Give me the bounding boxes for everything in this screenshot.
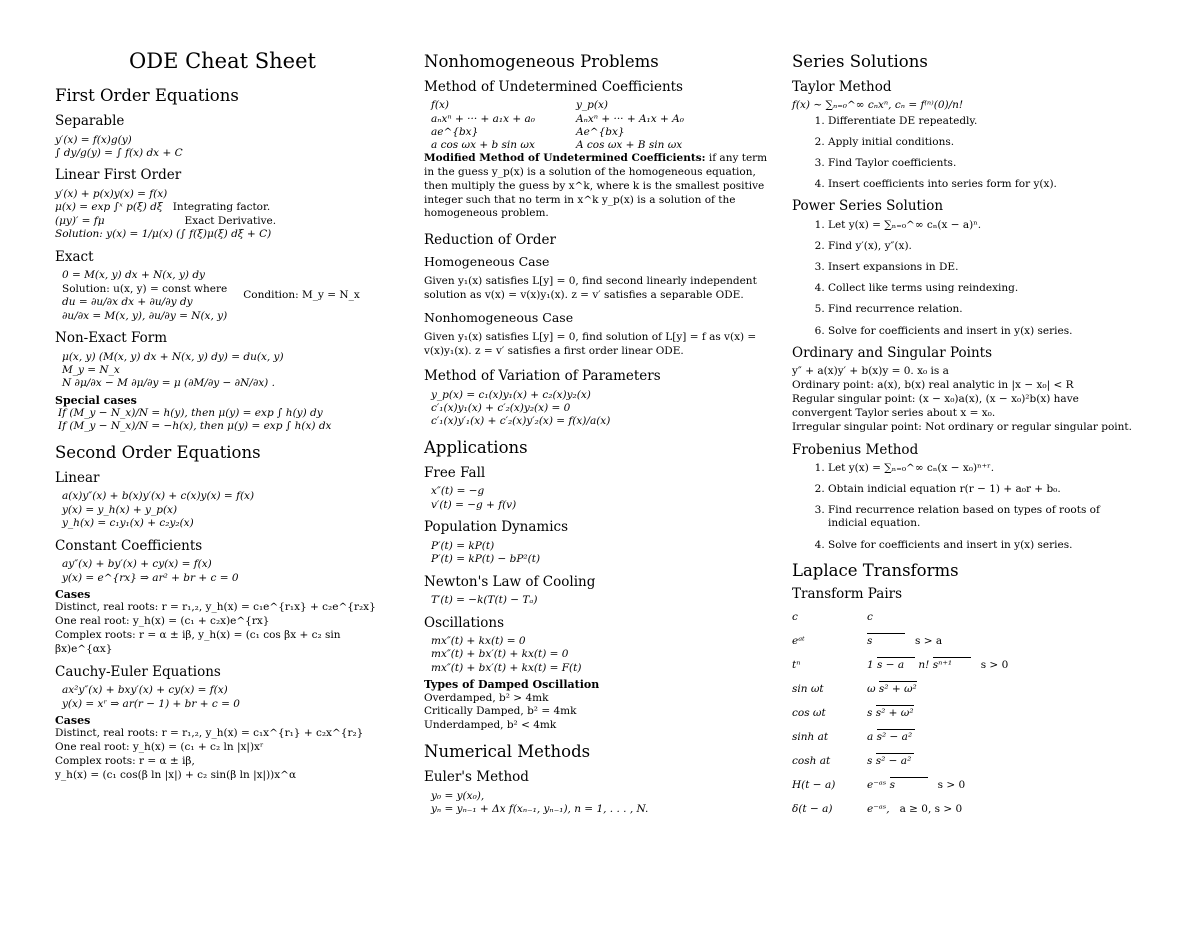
- equation: v′(t) = −g + f(v): [431, 498, 517, 511]
- equation: a(x)y″(x) + b(x)y′(x) + c(x)y(x) = f(x): [62, 490, 255, 503]
- list-item: 4. Insert coefficients into series form for y(x).: [828, 178, 1137, 191]
- equation: x″(t) = −g: [431, 485, 485, 498]
- modified-method-label: Modified Method of Undetermined Coefficients:: [424, 151, 706, 164]
- transform-den: s: [867, 633, 905, 648]
- table-cell: Aₙxⁿ + ··· + A₁x + A₀: [576, 112, 684, 125]
- case-line: Complex roots: r = α ± iβ,: [55, 754, 195, 767]
- table-row: [424, 99, 779, 112]
- equation: T′(t) = −k(T(t) − Tₐ): [431, 594, 538, 607]
- ordinary-line: Ordinary point: a(x), b(x) real analytic in |x − x₀| < R: [792, 379, 1074, 392]
- power-series-steps: [792, 219, 1137, 338]
- list-item: 1. Differentiate DE repeatedly.: [828, 115, 1137, 128]
- table-cell: y_p(x): [576, 99, 609, 112]
- heading-applications: Applications: [424, 437, 528, 457]
- heading-transform-pairs: Transform Pairs: [792, 585, 903, 602]
- equation: M_y = N_x: [62, 363, 120, 376]
- table-row: [424, 113, 779, 126]
- ordinary-line: Irregular singular point: Not ordinary or regular singular point.: [792, 420, 1132, 433]
- heading-separable: Separable: [55, 113, 125, 130]
- equation: y_h(x) = c₁y₁(x) + c₂y₂(x): [62, 517, 194, 530]
- table-cell: f(x): [431, 99, 450, 112]
- equation: y′(x) + p(x)y(x) = f(x): [55, 187, 168, 200]
- heading-second-order: Second Order Equations: [55, 442, 261, 462]
- equation: mx″(t) + kx(t) = 0: [431, 635, 526, 648]
- equation-row: [55, 215, 390, 228]
- transform-den: s² − a²: [877, 729, 915, 744]
- ordinary-line: y″ + a(x)y′ + b(x)y = 0. x₀ is a: [792, 365, 949, 378]
- equation: ay″(x) + by′(x) + cy(x) = f(x): [62, 558, 212, 571]
- page-title: ODE Cheat Sheet: [129, 49, 316, 73]
- transform-f: tⁿ: [792, 659, 801, 672]
- transform-f: sin ωt: [792, 683, 824, 696]
- list-item: 5. Find recurrence relation.: [828, 303, 1137, 316]
- list-item: 3. Find recurrence relation based on types of roots of indicial equation.: [828, 504, 1137, 530]
- table-cell: ae^{bx}: [431, 125, 479, 138]
- damped-type: Underdamped, b² < 4mk: [424, 719, 557, 732]
- equation: y(x) = y_h(x) + y_p(x): [62, 503, 178, 516]
- column-1: [55, 50, 390, 783]
- list-item: 2. Apply initial conditions.: [828, 136, 1137, 149]
- heading-undetermined-coefficients: Method of Undetermined Coefficients: [424, 78, 683, 95]
- case-line: Distinct, real roots: r = r₁,₂, y_h(x) = c₁x^{r₁} + c₂x^{r₂}: [55, 727, 364, 740]
- table-cell: aₙxⁿ + ··· + a₁x + a₀: [431, 112, 535, 125]
- transform-num: c: [867, 611, 873, 624]
- list-item: 6. Solve for coefficients and insert in y(x) series.: [828, 325, 1137, 338]
- heading-reduction-of-order: Reduction of Order: [424, 232, 556, 249]
- transform-f: eᵃᵗ: [792, 635, 805, 648]
- heading-damped-types: Types of Damped Oscillation: [424, 678, 600, 692]
- equation: ax²y″(x) + bxy′(x) + cy(x) = f(x): [62, 684, 228, 697]
- heading-eulers-method: Euler's Method: [424, 769, 529, 786]
- heading-cases: Cases: [55, 714, 91, 728]
- transform-F: [867, 702, 1137, 724]
- taylor-steps: [792, 115, 1137, 192]
- equation: y(x) = e^{rx} ⇒ ar² + br + c = 0: [62, 571, 239, 584]
- heading-cauchy-euler: Cauchy-Euler Equations: [55, 663, 221, 680]
- heading-first-order: First Order Equations: [55, 86, 239, 106]
- modified-method-paragraph: [424, 152, 779, 221]
- equation: μ(x, y) (M(x, y) dx + N(x, y) dy) = du(x, y): [62, 350, 284, 363]
- ordinary-line: Regular singular point: (x − x₀)a(x), (x − x₀)²b(x) have convergent Taylor series about x = x₀.: [792, 392, 1079, 419]
- heading-nonhomogeneous-case: Nonhomogeneous Case: [424, 309, 574, 325]
- equation: c′₁(x)y₁(x) + c′₂(x)y₂(x) = 0: [431, 401, 571, 414]
- transform-den: sⁿ⁺¹: [933, 657, 971, 672]
- transform-num: ω: [867, 683, 876, 696]
- homogeneous-case-text: Given y₁(x) satisfies L[y] = 0, find second linearly independent solution as v(x) = v(x)y₁(x). z = v′ satisfies a separable ODE.: [424, 275, 757, 302]
- transform-cond: s > 0: [937, 779, 966, 792]
- heading-variation-of-parameters: Method of Variation of Parameters: [424, 367, 661, 384]
- equation: N ∂μ/∂x − M ∂μ/∂y = μ (∂M/∂y − ∂N/∂x) .: [62, 377, 275, 390]
- heading-linear: Linear: [55, 469, 100, 486]
- table-cell: A cos ωx + B sin ωx: [576, 138, 683, 151]
- transform-f: δ(t − a): [792, 803, 833, 816]
- transform-cond: a ≥ 0, s > 0: [899, 803, 963, 816]
- equation: ∫ dy/g(y) = ∫ f(x) dx + C: [55, 147, 183, 160]
- transform-F: [867, 798, 1137, 820]
- transform-den: s − a: [877, 657, 915, 672]
- list-item: 1. Let y(x) = ∑ₙ₌₀^∞ cₙ(x − a)ⁿ.: [828, 219, 1137, 232]
- heading-linear-first-order: Linear First Order: [55, 167, 182, 184]
- equation: f(x) ∼ ∑ₙ₌₀^∞ cₙxⁿ, cₙ = f⁽ⁿ⁾(0)/n!: [792, 99, 964, 112]
- transform-f: cos ωt: [792, 707, 826, 720]
- case-line: Complex roots: r = α ± iβ, y_h(x) = (c₁ cos βx + c₂ sin βx)e^{αx}: [55, 628, 341, 655]
- transform-F: [867, 726, 1137, 748]
- list-item: 1. Let y(x) = ∑ₙ₌₀^∞ cₙ(x − x₀)ⁿ⁺ʳ.: [828, 462, 1137, 475]
- transform-num: s: [867, 755, 873, 768]
- heading-nonhomogeneous: Nonhomogeneous Problems: [424, 52, 659, 71]
- heading-taylor-method: Taylor Method: [792, 78, 892, 95]
- modified-method-text: if any term in the guess y_p(x) is a solution of the homogeneous equation, then multiply the guess by x^k, where k is the smallest positive integer such that no term in x^k y_p(x) is a solution of the homogeneous problem.: [424, 151, 768, 220]
- transform-f: c: [792, 611, 798, 624]
- column-3: [792, 50, 1137, 820]
- undetermined-table: [424, 99, 779, 152]
- equation: c′₁(x)y′₁(x) + c′₂(x)y′₂(x) = f(x)/a(x): [431, 415, 611, 428]
- heading-power-series: Power Series Solution: [792, 198, 944, 215]
- equation: y(x) = xʳ ⇒ ar(r − 1) + br + c = 0: [62, 697, 240, 710]
- frobenius-steps: [792, 462, 1137, 552]
- equation: μ(x) = exp ∫ˣ p(ξ) dξ: [55, 201, 163, 214]
- equation: y_p(x) = c₁(x)y₁(x) + c₂(x)y₂(x): [431, 388, 591, 401]
- transform-num: e⁻ᵃˢ: [867, 779, 887, 792]
- list-item: 4. Collect like terms using reindexing.: [828, 282, 1137, 295]
- table-row: [424, 139, 779, 152]
- equation: Solution: u(x, y) = const where: [62, 282, 228, 295]
- list-item: 4. Solve for coefficients and insert in y(x) series.: [828, 539, 1137, 552]
- transform-f: sinh at: [792, 731, 829, 744]
- case-line: y_h(x) = (c₁ cos(β ln |x|) + c₂ sin(β ln |x|))x^α: [55, 768, 297, 781]
- transform-cond: s > a: [915, 635, 943, 648]
- list-item: 2. Find y′(x), y″(x).: [828, 240, 1137, 253]
- exact-block: [55, 269, 390, 323]
- transform-den: s² + ω²: [875, 707, 914, 720]
- heading-numerical-methods: Numerical Methods: [424, 742, 591, 762]
- equation: Solution: y(x) = 1/μ(x) (∫ f(ξ)μ(ξ) dξ + C): [55, 228, 272, 241]
- equation: mx″(t) + bx′(t) + kx(t) = 0: [431, 648, 569, 661]
- list-item: 3. Find Taylor coefficients.: [828, 157, 1137, 170]
- heading-non-exact: Non-Exact Form: [55, 329, 168, 346]
- equation: P′(t) = kP(t) − bP²(t): [431, 553, 541, 566]
- equation: P′(t) = kP(t): [431, 539, 495, 552]
- equation-note: Exact Derivative.: [184, 214, 277, 227]
- heading-free-fall: Free Fall: [424, 464, 486, 481]
- transform-pairs-table: [792, 606, 1137, 820]
- heading-newtons-cooling: Newton's Law of Cooling: [424, 573, 596, 590]
- heading-special-cases: Special cases: [55, 393, 137, 407]
- heading-frobenius: Frobenius Method: [792, 441, 919, 458]
- heading-ordinary-singular: Ordinary and Singular Points: [792, 344, 993, 361]
- table-row: [424, 126, 779, 139]
- transform-num: 1: [867, 659, 874, 672]
- list-item: 2. Obtain indicial equation r(r − 1) + a₀r + b₀.: [828, 483, 1137, 496]
- transform-F: [867, 678, 1137, 700]
- equation: yₙ = yₙ₋₁ + Δx f(xₙ₋₁, yₙ₋₁), n = 1, . . . , N.: [431, 803, 649, 816]
- heading-series-solutions: Series Solutions: [792, 52, 928, 71]
- transform-F: [867, 606, 1137, 628]
- equation: y₀ = y(x₀),: [431, 789, 485, 802]
- transform-F: [867, 750, 1137, 772]
- equation: If (M_y − N_x)/N = h(y), then μ(y) = exp ∫ h(y) dy: [58, 407, 323, 419]
- equation: 0 = M(x, y) dx + N(x, y) dy: [62, 269, 205, 282]
- transform-num: s: [867, 707, 873, 720]
- table-cell: Ae^{bx}: [576, 125, 625, 138]
- transform-num: a: [867, 731, 874, 744]
- equation: If (M_y − N_x)/N = −h(x), then μ(y) = exp ∫ h(x) dx: [58, 420, 332, 433]
- transform-num: e⁻ᵃˢ,: [867, 803, 890, 816]
- heading-homogeneous-case: Homogeneous Case: [424, 253, 550, 269]
- nonhomogeneous-case-text: Given y₁(x) satisfies L[y] = 0, find solution of L[y] = f as v(x) = v(x)y₁(x). z = v′ satisfies a first order linear ODE.: [424, 331, 757, 358]
- heading-exact: Exact: [55, 248, 94, 265]
- equation: mx″(t) + bx′(t) + kx(t) = F(t): [431, 661, 582, 674]
- case-line: Distinct, real roots: r = r₁,₂, y_h(x) = c₁e^{r₁x} + c₂e^{r₂x}: [55, 601, 376, 614]
- equation: du = ∂u/∂x dx + ∂u/∂y dy: [62, 296, 193, 309]
- transform-F: [867, 774, 1137, 796]
- transform-num: n!: [918, 659, 930, 672]
- transform-f: H(t − a): [792, 779, 836, 792]
- equation: ∂u/∂x = M(x, y), ∂u/∂y = N(x, y): [62, 309, 228, 322]
- heading-population-dynamics: Population Dynamics: [424, 519, 569, 536]
- equation: (μy)′ = fμ: [55, 214, 105, 227]
- equation: y′(x) = f(x)g(y): [55, 133, 132, 146]
- heading-cases: Cases: [55, 588, 91, 602]
- exact-condition: Condition: M_y = N_x: [243, 289, 360, 302]
- transform-F: [867, 630, 1137, 652]
- transform-F: [867, 654, 1137, 676]
- list-item: 3. Insert expansions in DE.: [828, 261, 1137, 274]
- transform-den: s² + ω²: [878, 683, 917, 696]
- transform-f: cosh at: [792, 755, 831, 768]
- equation-row: [55, 201, 390, 214]
- case-line: One real root: y_h(x) = (c₁ + c₂x)e^{rx}: [55, 615, 270, 628]
- damped-type: Overdamped, b² > 4mk: [424, 691, 549, 704]
- transform-cond: s > 0: [980, 659, 1009, 672]
- heading-laplace: Laplace Transforms: [792, 560, 959, 580]
- damped-type: Critically Damped, b² = 4mk: [424, 705, 577, 718]
- equation-note: Integrating factor.: [172, 201, 271, 214]
- table-cell: a cos ωx + b sin ωx: [431, 138, 535, 151]
- transform-den: s: [890, 777, 928, 792]
- case-line: One real root: y_h(x) = (c₁ + c₂ ln |x|)xʳ: [55, 741, 264, 754]
- heading-constant-coefficients: Constant Coefficients: [55, 537, 203, 554]
- column-2: [424, 50, 779, 816]
- heading-oscillations: Oscillations: [424, 614, 505, 631]
- transform-den: s² − a²: [876, 753, 914, 768]
